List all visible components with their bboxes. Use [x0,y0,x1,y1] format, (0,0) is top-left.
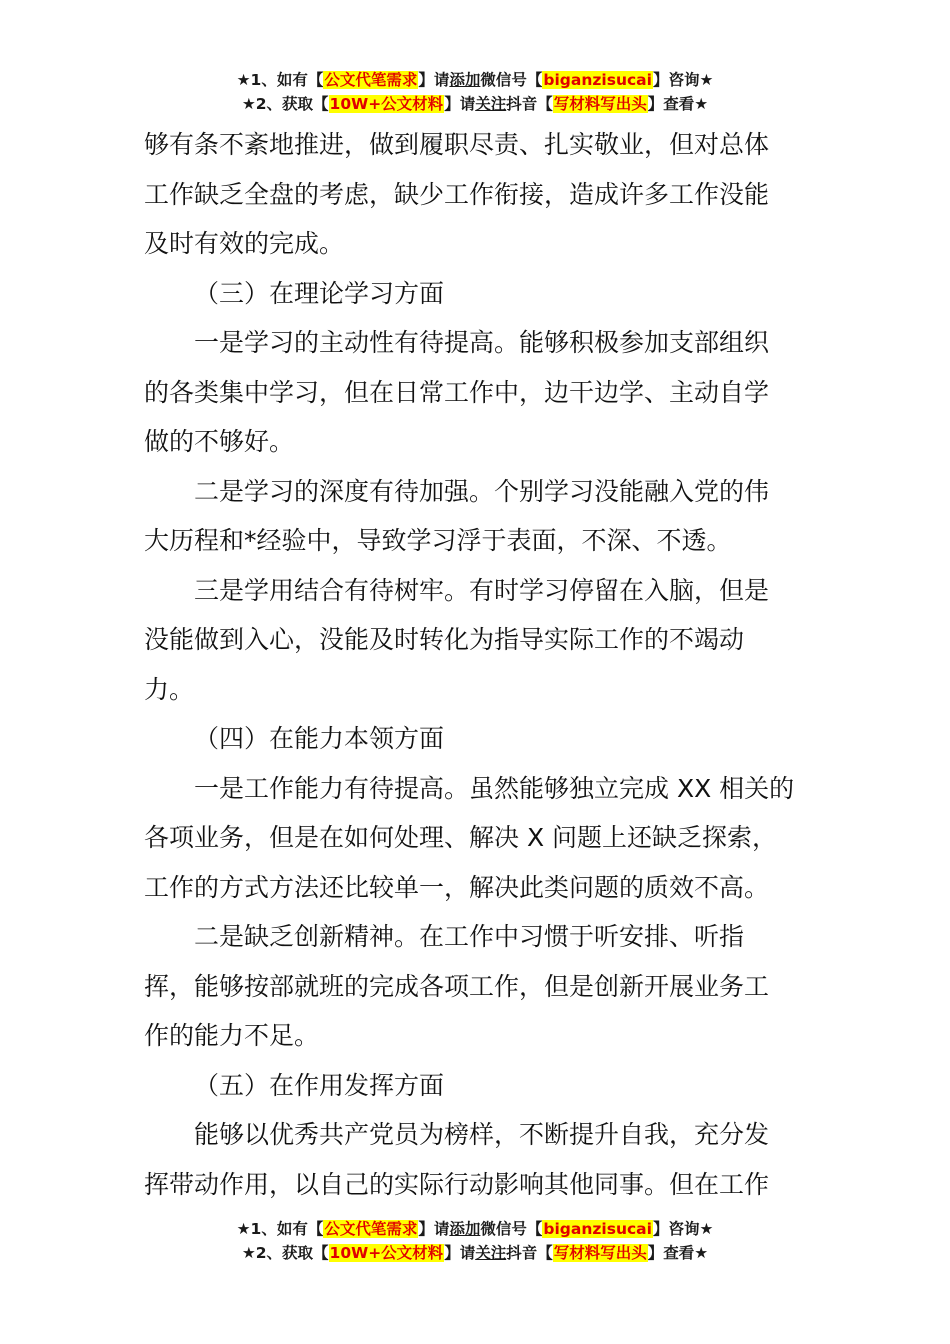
text-line: 工作的方式方法还比较单一，解决此类问题的质效不高。 [144,872,770,902]
highlight-ghostwriting: 公文代笔需求 [324,1220,418,1238]
promo-line-1: ★1、如有【公文代笔需求】请添加微信号【biganzisucai】咨询★ [236,71,714,89]
text-line: 作的能力不足。 [144,1021,320,1050]
text-line: 的各类集中学习，但在日常工作中，边干边学、主动自学 [144,377,770,407]
text-line: 大历程和*经验中，导致学习浮于表面，不深、不透。 [144,526,732,555]
text-line: 一是学习的主动性有待提高。能够积极参加支部组织 [194,328,770,357]
promo-line-1: ★1、如有【公文代笔需求】请添加微信号【biganzisucai】咨询★ [236,1220,714,1238]
text-line: 能够以优秀共产党员为榜样，不断提升自我，充分发 [194,1120,770,1149]
section-heading: （三）在理论学习方面 [194,278,445,308]
highlight-douyin: 写材料写出头 [553,1244,647,1262]
text-line: 一是工作能力有待提高。虽然能够独立完成 XX 相关的 [194,773,795,803]
promo-line-2: ★2、获取【10W+公文材料】请关注抖音【写材料写出头】查看★ [241,1244,709,1262]
text-line: 二是学习的深度有待加强。个别学习没能融入党的伟 [194,476,770,506]
highlight-wechat-id: biganzisucai [543,1220,652,1238]
text-line: 挥，能够按部就班的完成各项工作，但是创新开展业务工 [144,971,770,1001]
highlight-materials: 10W+公文材料 [329,1244,444,1262]
footer-promo-banner [0,1217,950,1265]
text-line: 工作缺乏全盘的考虑，缺少工作衔接，造成许多工作没能 [144,179,770,209]
highlight-materials: 10W+公文材料 [329,95,444,113]
text-line: 挥带动作用，以自己的实际行动影响其他同事。但在工作 [144,1169,770,1199]
text-line: 及时有效的完成。 [144,229,345,258]
promo-line-2: ★2、获取【10W+公文材料】请关注抖音【写材料写出头】查看★ [241,95,709,113]
highlight-douyin: 写材料写出头 [553,95,647,113]
text-line: 二是缺乏创新精神。在工作中习惯于听安排、听指 [194,922,745,951]
text-line: 没能做到入心，没能及时转化为指导实际工作的不竭动 [144,625,745,654]
highlight-ghostwriting: 公文代笔需求 [324,71,418,89]
text-line: 三是学用结合有待树牢。有时学习停留在入脑，但是 [194,575,770,605]
section-heading: （四）在能力本领方面 [194,724,445,753]
text-line: 做的不够好。 [144,427,295,456]
text-line: 够有条不紊地推进，做到履职尽责、扎实敬业，但对总体 [144,130,770,159]
text-line: 力。 [144,674,195,704]
section-heading: （五）在作用发挥方面 [194,1070,445,1100]
highlight-wechat-id: biganzisucai [543,71,652,89]
document-body [144,120,808,1209]
header-promo-banner [0,68,950,116]
text-line: 各项业务，但是在如何处理、解决 X 问题上还缺乏探索， [144,823,778,852]
